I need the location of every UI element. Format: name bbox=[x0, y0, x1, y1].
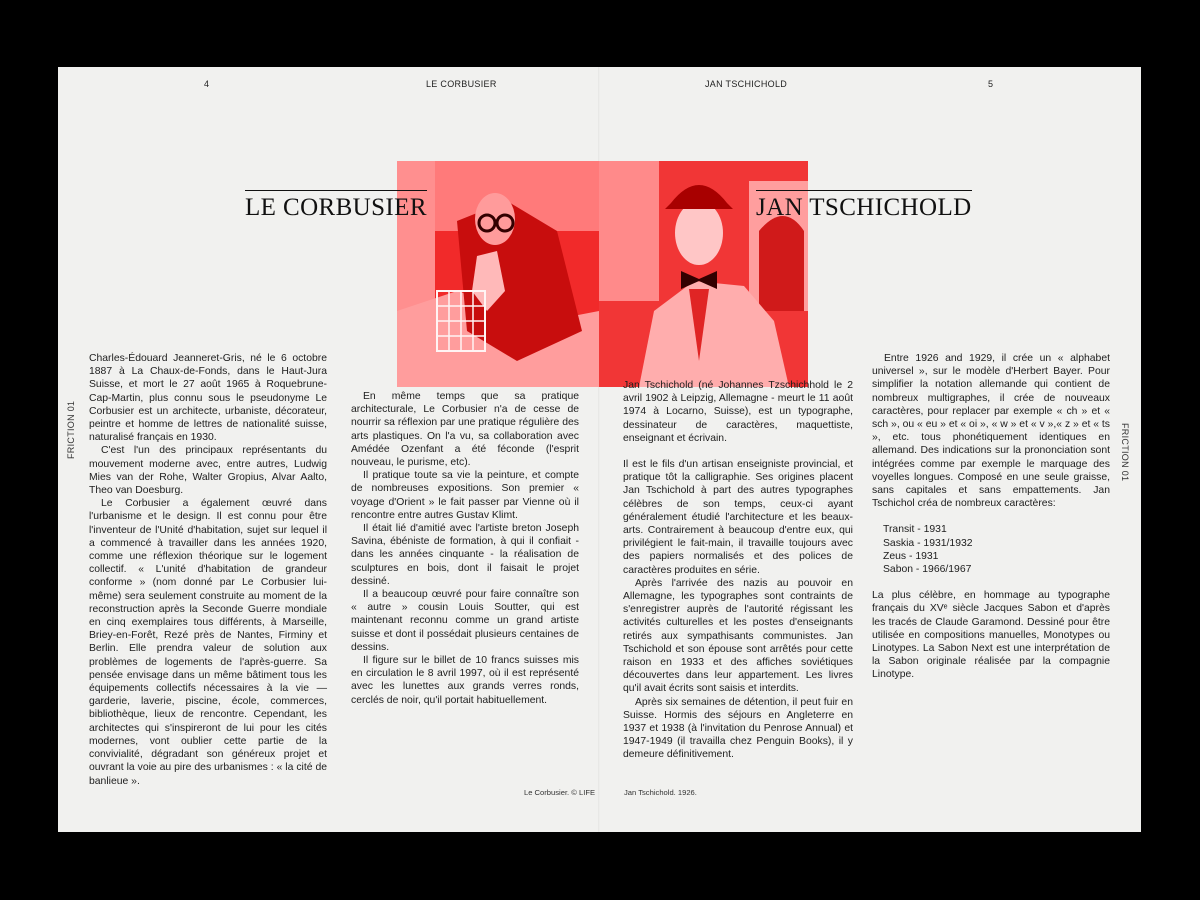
paragraph: Il figure sur le billet de 10 francs suisses mis en circulation le 8 avril 1997, où il est représenté avec les lunettes aux grands verres ronds, cerclés de noir, qu'il portait habituellement. bbox=[351, 655, 579, 706]
title-rule bbox=[245, 190, 427, 191]
title-jan-tschichold bbox=[756, 194, 972, 222]
paragraph: Il a beaucoup œuvré pour faire connaître son « autre » cousin Louis Soutter, qui est maintenant reconnu comme un grand artiste suisse et dont il possédait plusieurs centaines de dessins. bbox=[351, 589, 579, 653]
paragraph: Il pratique toute sa vie la peinture, et compte de nombreuses expositions. Son premier « voyage d'Orient » le fait passer par Vienne où il rencontre entre autres Gustav Klimt. bbox=[351, 470, 579, 521]
paragraph: Charles-Édouard Jeanneret-Gris, né le 6 octobre 1887 à La Chaux-de-Fonds, dans le Haut-Jura Suisse, et mort le 27 août 1965 à Roquebrune-Cap-Martin, plus connu sous le pseudonyme Le Corbusier est un architecte, urbaniste, décorateur, peintre et homme de lettres de nationalité suisse, naturalisé français en 1930. bbox=[89, 353, 327, 444]
spacer bbox=[872, 510, 1110, 523]
paragraph: Après l'arrivée des nazis au pouvoir en Allemagne, les typographes sont contraints de s'enregistrer auprès de l'autorité régissant les activités culturelles et les postes d'enseignants retirés aux sympathisants communistes. Jan Tschichold et son épouse sont arrêtés pour cette raison en 1933 et des affiches soviétiques découvertes dans leur appartement. Les livres qu'il avait écrits sont saisis et interdits. bbox=[623, 577, 853, 695]
running-title-right: JAN TSCHICHOLD bbox=[705, 79, 788, 89]
column-3 bbox=[623, 379, 853, 762]
le-corbusier-duotone-image bbox=[397, 161, 599, 387]
spacer bbox=[623, 445, 853, 458]
paragraph: C'est l'un des principaux représentants du mouvement moderne avec, entre autres, Ludwig Mies van der Rohe, Walter Gropius, Alvar Aalto, Theo van Doesburg. bbox=[89, 445, 327, 497]
page-number-left: 4 bbox=[204, 79, 210, 89]
paragraph: Il est le fils d'un artisan enseigniste provincial, et pratique tôt la calligraphie. Ses origines placent Jan Tschichold à part des autres typographes célèbres de son temps, ceux-ci ayant généralement étudié l'architecture et les beaux-arts. Contrairement à beaucoup d'entre eux, qui privilégient le fait-main, il travaille toujours avec des papiers normalisés et des polices de caractères produites en série. bbox=[623, 459, 853, 576]
paragraph: En même temps que sa pratique architecturale, Le Corbusier n'a de cesse de nourrir sa réflexion par une pratique régulière des arts plastiques. On l'a vu, sa collaboration avec Amédée Ozenfant a été féconde (l'esprit nouveau, le purisme, etc). bbox=[351, 391, 579, 469]
title-text: LE CORBUSIER bbox=[245, 194, 427, 221]
running-title-left: LE CORBUSIER bbox=[426, 79, 497, 89]
caption-left: Le Corbusier. © LIFE bbox=[524, 788, 596, 797]
page-number-right: 5 bbox=[988, 79, 994, 89]
paragraph: La plus célèbre, en hommage au typographe français du XVᵉ siècle Jacques Sabon et d'après les tracés de Claude Garamond. Dessiné pour être utilisée en compositions manuelles, Monotypes ou Linotypes. La Sabon Next est une interprétation de la Sabon originale réalisée par la compagnie Linotype. bbox=[872, 590, 1110, 681]
column-4 bbox=[872, 352, 1110, 682]
paragraph: Il était lié d'amitié avec l'artiste breton Joseph Savina, ébéniste de formation, à qui il confiait - dans les années cinquante - la réalisation de sculptures en bois, dont il faisait le projet dessiné. bbox=[351, 523, 579, 587]
magazine-spread bbox=[58, 67, 1141, 832]
list-item: Zeus - 1931 bbox=[883, 550, 939, 562]
spacer bbox=[872, 576, 1110, 589]
title-le-corbusier bbox=[245, 194, 427, 222]
column-1 bbox=[89, 352, 327, 788]
side-label-left: FRICTION 01 bbox=[66, 400, 76, 459]
list-item: Transit - 1931 bbox=[883, 524, 947, 536]
list-item: Sabon - 1966/1967 bbox=[883, 564, 972, 576]
paragraph: Après six semaines de détention, il peut fuir en Suisse. Hormis des séjours en Angleterre en 1937 et 1938 (à l'invitation du Penrose Annual) et 1947-1949 (il travailla chez Penguin Books), il y demeure définitivement. bbox=[623, 696, 853, 761]
photo-le-corbusier bbox=[397, 161, 599, 387]
title-rule bbox=[756, 190, 972, 191]
paragraph: Entre 1926 and 1929, il crée un « alphabet universel », sur le modèle d'Herbert Bayer. Pour simplifier la notation allemande qui contient de nombreux multigraphes, il crée de nouveaux caractères, pour replacer par exemple « ch » et « sch », ou « eu » et « oi », « w » et « v »,« z » et « ts », etc. tous phonétiquement identiques en allemand. Des indications sur la prononciation sont intégrées comme par exemple le marquage des voyelles longues. Composé en une seule graisse, sans capitales et sans empattements. Jan Tschichol créa de nombreux caractères: bbox=[872, 353, 1110, 510]
caption-right: Jan Tschichold. 1926. bbox=[624, 788, 697, 797]
side-label-right: FRICTION 01 bbox=[1120, 423, 1130, 482]
paragraph: Le Corbusier a également œuvré dans l'urbanisme et le design. Il est connu pour être l'inventeur de l'Unité d'habitation, sujet sur lequel il a commencé à travailler dans les années 1920, comme une réflexion théorique sur le logement collectif. « L'unité d'habitation de grandeur conforme » (nom donné par Le Corbusier lui-même) sera seulement construite au moment de la reconstruction après la Seconde Guerre mondiale en cinq exemplaires tous différents, à Marseille, Briey-en-Forêt, Rezé près de Nantes, Firminy et Berlin. Elle prendra valeur de solution aux problèmes de logements de l'après-guerre. Sa pensée envisage dans un même bâtiment tous les équipements collectifs nécessaires à la vie — garderie, laverie, piscine, école, commerces, bibliothèque, lieux de rencontre. Cependant, les architectes qui s'inspireront de lui pour les cités modernes, vont oublier cette partie de la convivialité, dégradant son généreux projet et ouvrant la voie au pire des urbanismes : « la cité de banlieue ». bbox=[89, 498, 327, 787]
title-text: JAN TSCHICHOLD bbox=[756, 194, 972, 221]
typeface-list bbox=[872, 523, 1110, 576]
column-2 bbox=[351, 390, 579, 707]
paragraph: Jan Tschichold (né Johannes Tzschichhold le 2 avril 1902 à Leipzig, Allemagne - meurt le 11 août 1974 à Locarno, Suisse), est un typographe, dessinateur de caractères, maquettiste, enseignant et écrivain. bbox=[623, 380, 853, 444]
list-item: Saskia - 1931/1932 bbox=[883, 537, 973, 549]
